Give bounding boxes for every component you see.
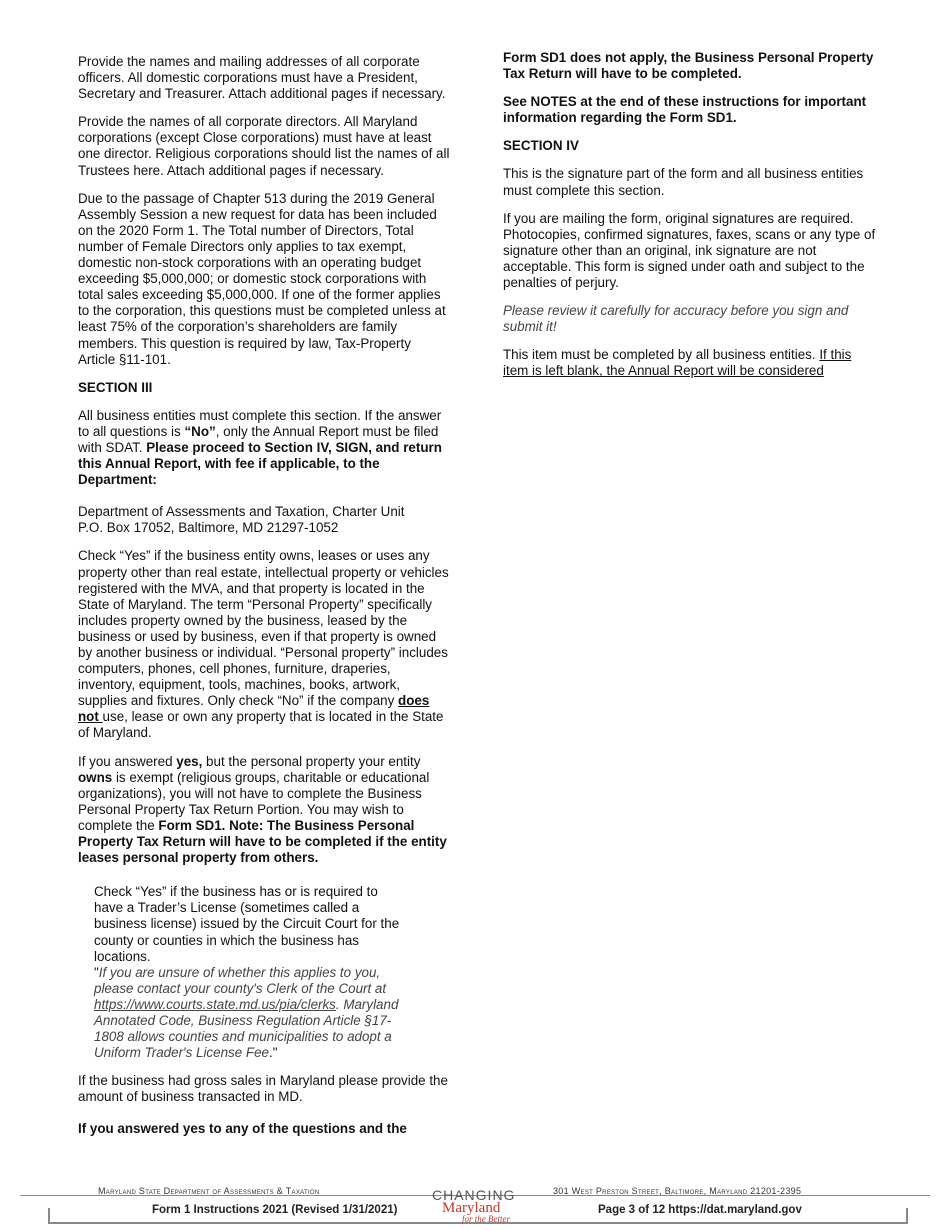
gross-sales-paragraph: If the business had gross sales in Maryland please provide the amount of business transacted in MD.: [78, 1073, 448, 1105]
footer-address: 301 West Preston Street, Baltimore, Maryland 21201-2395: [553, 1186, 802, 1196]
original-signatures-paragraph: If you are mailing the form, original signatures are required. Photocopies, confirmed signatures, faxes, scans or any type of signature other than an original, ink signature are not acceptable. This form is signed under oath and subject to the penalties of perjury.: [503, 210, 876, 291]
traders-license-text: Check “Yes” if the business has or is required to have a Trader’s License (sometimes called a business license) issued by the Circuit Court for the county or counties in which the business has locations.: [94, 884, 400, 964]
logo-changing: CHANGING: [432, 1187, 516, 1203]
see-notes: See NOTES at the end of these instructions for important information regarding the Form SD1.: [503, 94, 867, 126]
department-address: Department of Assessments and Taxation, Charter Unit P.O. Box 17052, Baltimore, MD 21297-1052: [78, 504, 405, 536]
page-footer: [0, 1182, 950, 1230]
officers-paragraph: Provide the names and mailing addresses of all corporate officers. All domestic corporations must have a President, Secretary and Treasurer. Attach additional pages if necessary.: [78, 54, 446, 102]
left-column: [78, 54, 450, 1150]
footer-right-tick: [906, 1208, 908, 1224]
answered-yes-paragraph: If you answered yes to any of the questions and the: [78, 1121, 407, 1137]
sd1-note: Form SD1 does not apply, the Business Personal Property Tax Return will have to be completed.: [503, 50, 874, 82]
logo-for-the-better: for the Better: [462, 1214, 510, 1224]
blank-item-paragraph: This item must be completed by all business entities. If this item is left blank, the Annual Report will be considered: [503, 347, 852, 379]
directors-paragraph: Provide the names of all corporate directors. All Maryland corporations (except Close corporations) must have at least one director. Religious corporations should list the names of all Trustees here. Attach additional pages if necessary.: [78, 114, 450, 178]
right-column: [503, 50, 878, 392]
footer-left-tick: [48, 1208, 50, 1224]
traders-license-note: "If you are unsure of whether this applies to you, please contact your county's Clerk of the Court at https://www.courts.state.md.us/pia/clerks. Maryland Annotated Code, Business Regulation Article §17-1808 allows counties and municipalities to adopt a Uniform Trader's License Fee.": [94, 964, 399, 1061]
review-note: Please review it carefully for accuracy before you sign and submit it!: [503, 303, 849, 335]
personal-property-paragraph: Check “Yes” if the business entity owns, leases or uses any property other than real estate, intellectual property or vehicles registered with the MVA, and that property is located in the State of Maryland. The term “Personal Property” specifically includes property owned by the business, leased by the business or used by business, even if that property is owned by another business or individual. “Personal property” includes computers, phones, cell phones, furniture, draperies, inventory, equipment, tools, machines, books, artwork, supplies and fixtures. Only check “No” if the company does not use, lease or own any property that is located in the State of Maryland.: [78, 548, 449, 741]
footer-department: Maryland State Department of Assessments & Taxation: [98, 1186, 320, 1196]
footer-form-revision: Form 1 Instructions 2021 (Revised 1/31/2021): [152, 1204, 398, 1216]
chapter-513-paragraph: Due to the passage of Chapter 513 during the 2019 General Assembly Session a new request for data has been included on the 2020 Form 1. The Total number of Directors, Total number of Female Directors only applies to tax exempt, domestic non-stock corporations with an operating budget exceeding $5,000,000; or domestic stock corporations with total sales exceeding $5,000,000. If one of the former applies to the corporation, this questions must be completed unless at least 75% of the corporation’s shareholders are family members. This question is required by law, Tax-Property Article §11-101.: [78, 190, 446, 367]
exempt-property-paragraph: If you answered yes, but the personal property your entity owns is exempt (religious groups, charitable or educational organizations), you will not have to complete the Business Personal Property Tax Return Portion. You may wish to complete the Form SD1. Note: The Business Personal Property Tax Return will have to be completed if the entity leases personal property from others.: [78, 753, 447, 866]
section-iii-intro: All business entities must complete this section. If the answer to all questions is “No”, only the Annual Report must be filed with SDAT. Please proceed to Section IV, SIGN, and return this Annual Report, with fee if applicable, to the Department:: [78, 407, 442, 488]
section-iv-heading: SECTION IV: [503, 138, 579, 154]
signature-part-paragraph: This is the signature part of the form and all business entities must complete this section.: [503, 166, 864, 198]
clerks-link[interactable]: https://www.courts.state.md.us/pia/clerks: [94, 996, 336, 1012]
footer-page-number: Page 3 of 12 https://dat.maryland.gov: [598, 1204, 802, 1216]
traders-license-block: [94, 884, 404, 1061]
section-iii-heading: SECTION III: [78, 379, 153, 395]
logo-maryland: Maryland: [442, 1200, 501, 1216]
